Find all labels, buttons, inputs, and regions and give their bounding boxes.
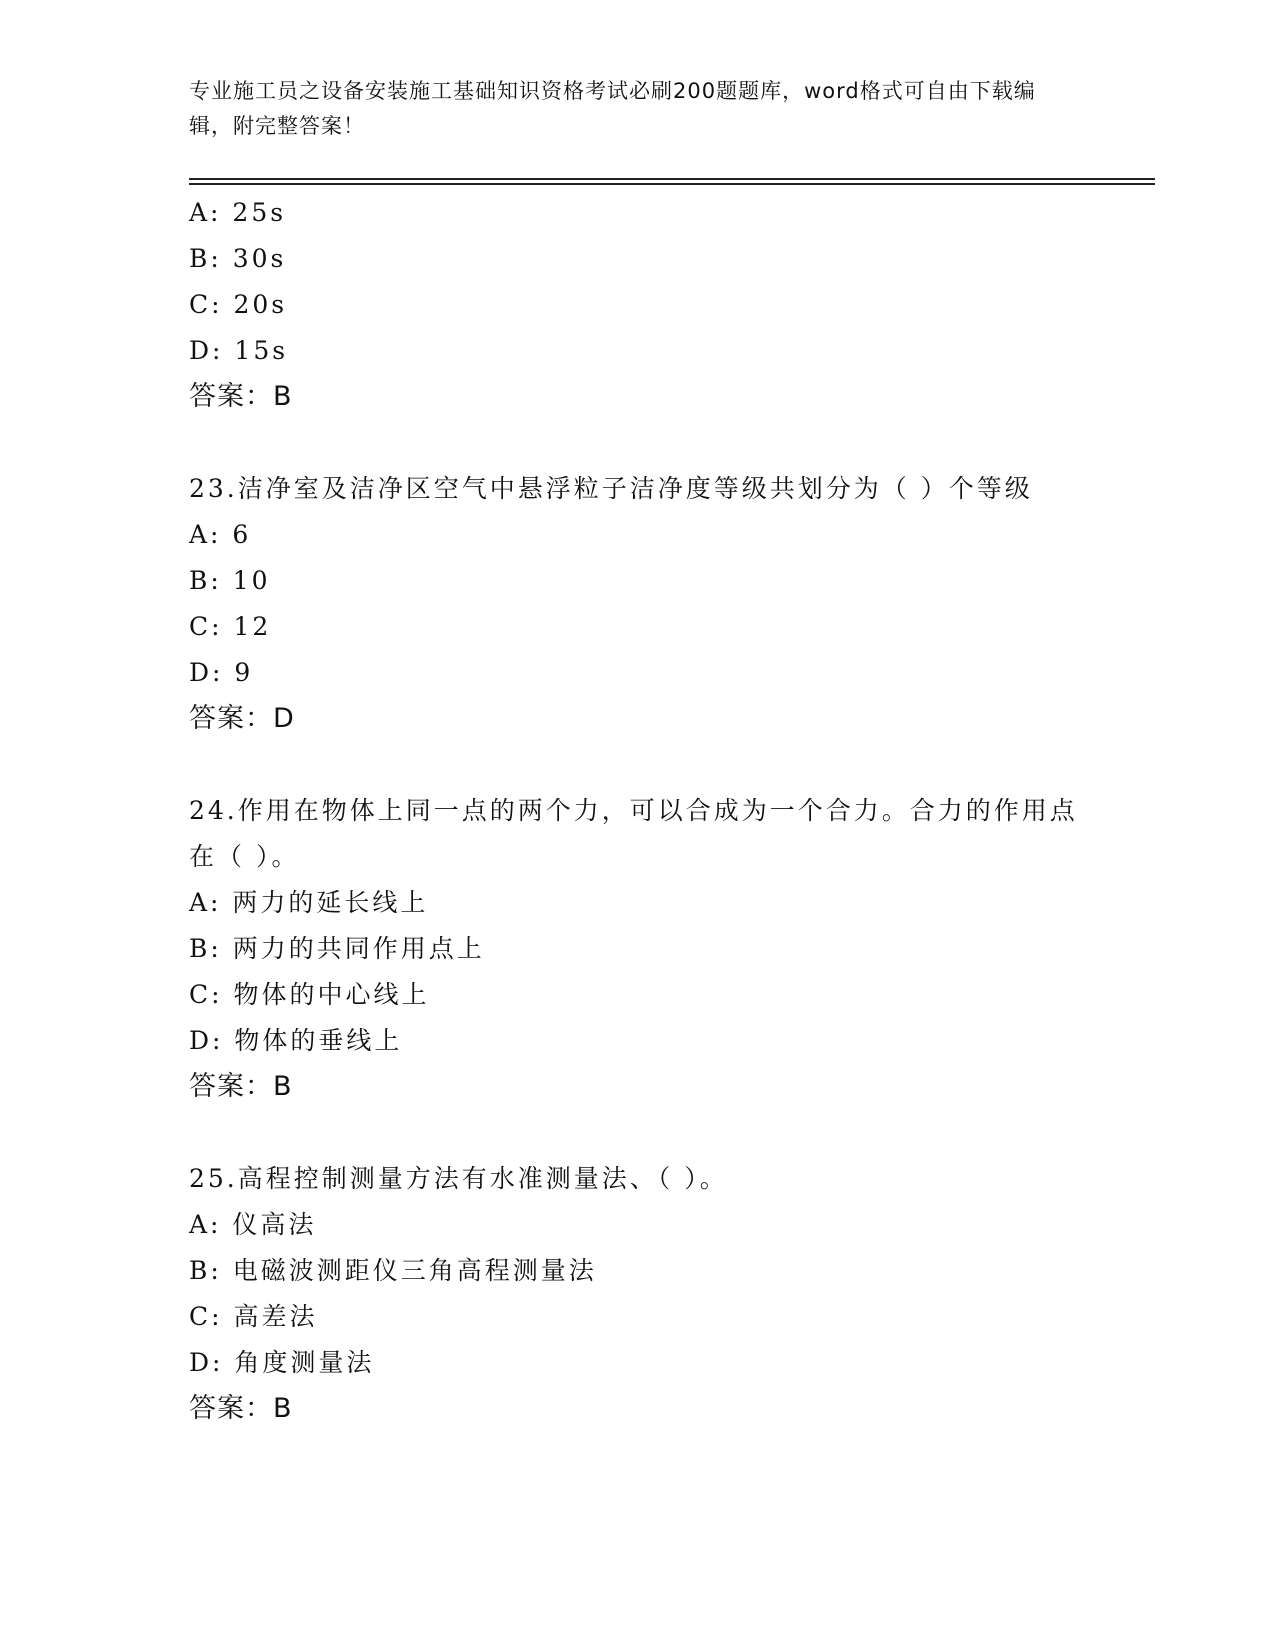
header-divider-bottom (189, 183, 1155, 185)
option-b: B: 两力的共同作用点上 (189, 934, 485, 963)
answer-line: 答案：B (189, 1071, 293, 1102)
option-b: B: 10 (189, 566, 271, 595)
question-24 (189, 788, 1149, 1110)
spacer (189, 1110, 1149, 1156)
header-divider-top (189, 178, 1155, 180)
option-c: C: 物体的中心线上 (189, 980, 430, 1009)
question-list (189, 190, 1149, 1432)
option-b: B: 30s (189, 244, 287, 273)
option-d: D: 角度测量法 (189, 1348, 375, 1377)
option-d: D: 物体的垂线上 (189, 1026, 403, 1055)
document-header: 专业施工员之设备安装施工基础知识资格考试必刷200题题库，word格式可自由下载编辑，附完整答案！ (189, 79, 1036, 138)
option-c: C: 高差法 (189, 1302, 318, 1331)
question-stem: 23.洁净室及洁净区空气中悬浮粒子洁净度等级共划分为（ ）个等级 (189, 474, 1033, 503)
spacer (189, 420, 1149, 466)
answer-line: 答案：B (189, 381, 293, 412)
answer-line: 答案：D (189, 703, 295, 734)
option-c: C: 20s (189, 290, 288, 319)
question-25 (189, 1156, 1149, 1432)
option-a: A: 6 (189, 520, 252, 549)
question-stem: 25.高程控制测量方法有水准测量法、（ ）。 (189, 1164, 728, 1193)
option-a: A: 两力的延长线上 (189, 888, 429, 917)
spacer (189, 742, 1149, 788)
option-d: D: 9 (189, 658, 254, 687)
question-stem: 24.作用在物体上同一点的两个力，可以合成为一个合力。合力的作用点在（ ）。 (189, 796, 1078, 871)
option-a: A: 仪高法 (189, 1210, 317, 1239)
option-d: D: 15s (189, 336, 289, 365)
question-22-continued (189, 190, 1149, 420)
option-a: A: 25s (189, 198, 287, 227)
option-c: C: 12 (189, 612, 272, 641)
question-23 (189, 466, 1149, 742)
option-b: B: 电磁波测距仪三角高程测量法 (189, 1256, 597, 1285)
answer-line: 答案：B (189, 1393, 293, 1424)
